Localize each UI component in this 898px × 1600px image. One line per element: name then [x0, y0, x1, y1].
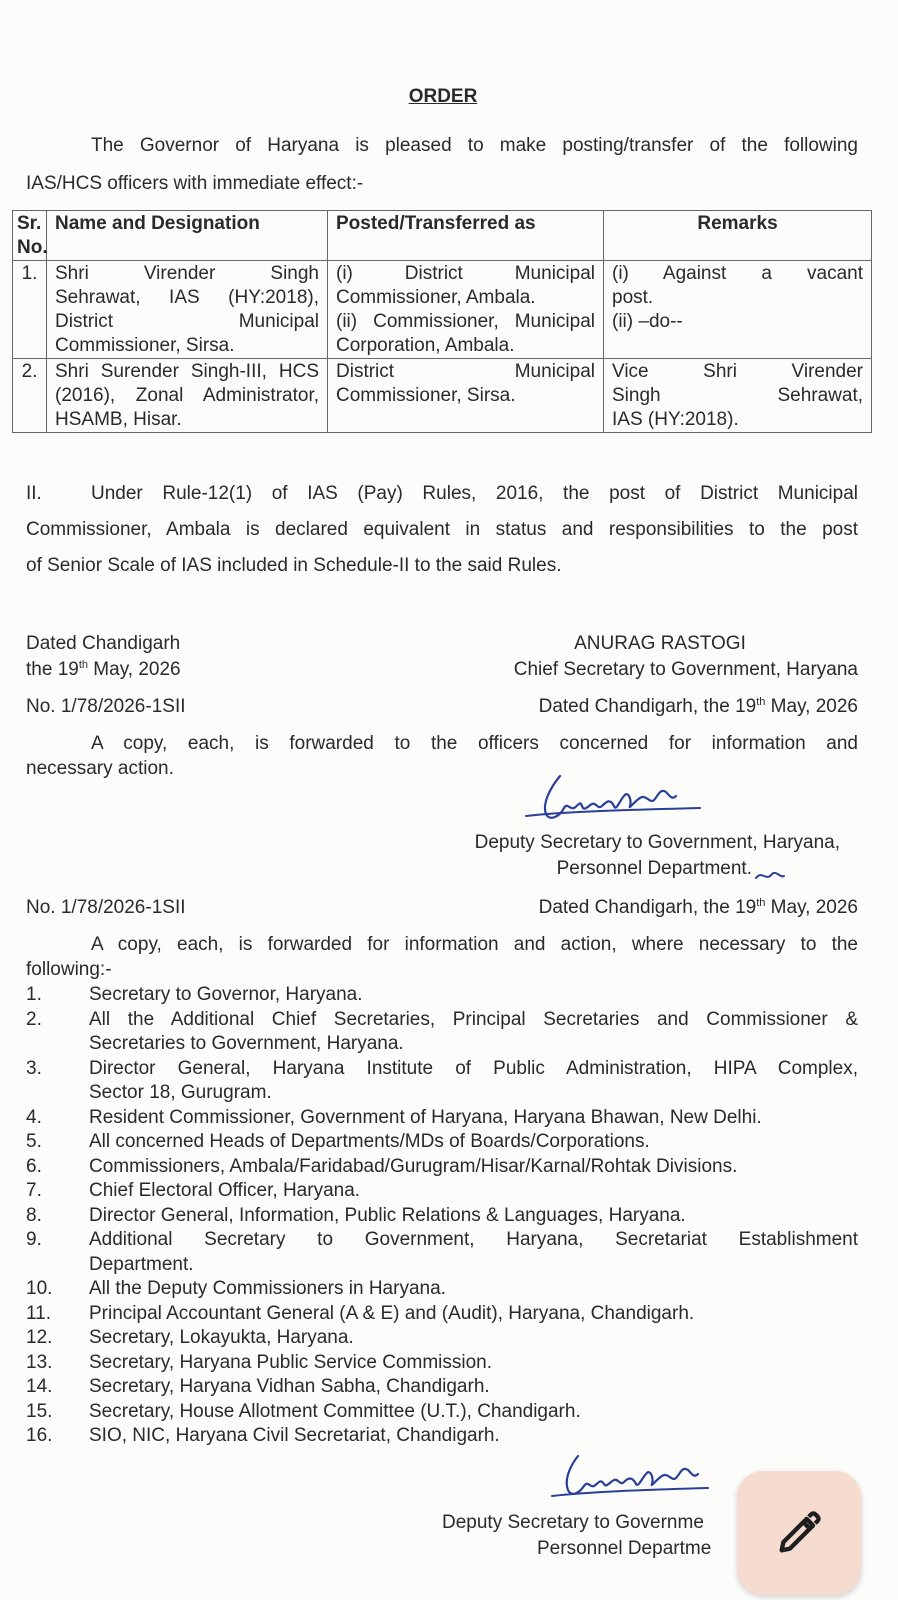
endorsement2-number: No. 1/78/2026-1SII	[26, 897, 186, 918]
intro-line-1: The Governor of Haryana is pleased to make posting/transfer of the following	[91, 135, 858, 156]
list-item	[26, 1351, 858, 1376]
header-name: Name and Designation	[47, 211, 328, 261]
list-item	[26, 1228, 858, 1277]
list-item-number: 1.	[26, 984, 42, 1005]
endorsement-text-line-2: necessary action.	[26, 758, 174, 779]
table-row	[13, 359, 872, 433]
list-item-text	[89, 1179, 858, 1204]
officer-name: ANURAG RASTOGI	[574, 633, 746, 654]
endorsement-date	[420, 696, 858, 718]
cell-line: Sehrawat, IAS (HY:2018),	[55, 287, 319, 308]
list-item-line: Secretary, Haryana Vidhan Sabha, Chandigarh.	[89, 1376, 490, 1397]
row-name	[47, 359, 328, 433]
list-item-line: Secretary, Haryana Public Service Commission.	[89, 1351, 493, 1373]
list-item-line: Sector 18, Gurugram.	[89, 1082, 272, 1103]
table-header-row	[13, 211, 872, 261]
cell-line: Singh Sehrawat,	[612, 385, 863, 406]
list-item-number: 14.	[26, 1376, 53, 1397]
list-item-line: Secretaries to Government, Haryana.	[89, 1033, 404, 1054]
header-sr-line1: Sr.	[17, 213, 42, 234]
date-prefix: Dated Chandigarh, the 19	[538, 897, 757, 918]
cell-line: (i) Against a vacant	[612, 263, 863, 284]
list-item-line: Secretary, Lokayukta, Haryana.	[89, 1327, 354, 1348]
para2-label: II.	[26, 483, 42, 504]
para2-line-2: Commissioner, Ambala is declared equivalent in status and responsibilities to the post	[26, 519, 858, 540]
list-item-number: 6.	[26, 1155, 42, 1177]
document-title: ORDER	[408, 86, 478, 107]
endorsement-text-line-1: A copy, each, is forwarded to the officers concerned for information and	[91, 733, 858, 754]
row-remarks	[604, 261, 872, 359]
list-item	[26, 983, 858, 1008]
list-item-line: All the Deputy Commissioners in Haryana.	[89, 1278, 446, 1299]
row-posted	[328, 261, 604, 359]
list-item	[26, 1057, 858, 1106]
edit-button[interactable]	[737, 1471, 861, 1595]
cell-line: Commissioner, Sirsa.	[55, 335, 235, 356]
list-item	[26, 1130, 858, 1155]
list-item-line: Secretary, House Allotment Committee (U.T.), Chandigarh.	[89, 1400, 581, 1422]
cell-line: post.	[612, 287, 654, 308]
list-item-line: Department.	[89, 1253, 194, 1275]
list-item-number: 3.	[26, 1057, 42, 1079]
header-posted: Posted/Transferred as	[328, 211, 604, 261]
list-item	[26, 1008, 858, 1057]
list-item-line: Commissioners, Ambala/Faridabad/Gurugram/Hisar/Karnal/Rohtak Divisions.	[89, 1155, 738, 1177]
list-item-line: All the Additional Chief Secretaries, Principal Secretaries and Commissioner &	[89, 1008, 858, 1030]
list-item-line: Additional Secretary to Government, Haryana, Secretariat Establishment	[89, 1229, 858, 1250]
cell-line: HSAMB, Hisar.	[55, 409, 182, 430]
cell-line: (ii) –do--	[612, 311, 683, 332]
initials-mark	[752, 864, 788, 886]
list-item	[26, 1106, 858, 1131]
list-item-line: Secretary to Governor, Haryana.	[89, 984, 363, 1005]
list-item-number: 16.	[26, 1425, 53, 1446]
date-sup: th	[78, 659, 89, 671]
list-item-line: SIO, NIC, Haryana Civil Secretariat, Chandigarh.	[89, 1425, 500, 1446]
list-item-line: Principal Accountant General (A & E) and (Audit), Haryana, Chandigarh.	[89, 1302, 695, 1324]
list-item-text	[89, 1106, 858, 1131]
list-item	[26, 1179, 858, 1204]
list-item-text	[89, 1326, 858, 1351]
row-posted	[328, 359, 604, 433]
cell-line: (i) District Municipal	[336, 263, 595, 284]
cell-line: Commissioner, Sirsa.	[336, 385, 516, 406]
list-item-text	[89, 1130, 858, 1155]
deputy-secretary-title-2: Personnel Departme	[537, 1538, 712, 1559]
cell-line: Shri Surender Singh-III, HCS	[55, 361, 319, 382]
posting-table	[12, 210, 872, 433]
endorsement-number: No. 1/78/2026-1SII	[26, 696, 186, 717]
list-item-text	[89, 1155, 858, 1180]
para2-line-3: of Senior Scale of IAS included in Schedule-II to the said Rules.	[26, 555, 562, 576]
cell-line: Corporation, Ambala.	[336, 335, 515, 356]
date-suffix: May, 2026	[765, 897, 858, 918]
date-suffix: May, 2026	[88, 659, 181, 680]
cell-line: District Municipal	[336, 361, 595, 382]
list-item-number: 11.	[26, 1302, 52, 1324]
cell-line: Shri Virender Singh	[55, 263, 319, 284]
date-prefix: the 19	[26, 659, 79, 680]
list-item-text	[89, 1204, 858, 1229]
list-item-line: Director General, Information, Public Relations & Languages, Haryana.	[89, 1204, 686, 1226]
cell-line: District Municipal	[55, 311, 319, 332]
list-item-text	[89, 1400, 858, 1425]
cell-line: IAS (HY:2018).	[612, 409, 739, 430]
deputy-secretary-title-1: Deputy Secretary to Government, Haryana,	[474, 832, 840, 853]
cell-line: (ii) Commissioner, Municipal	[336, 311, 595, 332]
list-item-number: 12.	[26, 1327, 53, 1348]
dated-place: Dated Chandigarh	[26, 633, 181, 654]
endorsement2-date	[420, 897, 858, 919]
row-remarks	[604, 359, 872, 433]
list-item	[26, 1400, 858, 1425]
table-row	[13, 261, 872, 359]
row-sr-no: 2.	[13, 359, 47, 433]
list-item-number: 8.	[26, 1204, 42, 1226]
list-item-text	[89, 1424, 858, 1449]
date-sup: th	[756, 897, 766, 909]
list-item-number: 13.	[26, 1351, 53, 1373]
list-item	[26, 1155, 858, 1180]
endorsement2-text-line-1: A copy, each, is forwarded for information and action, where necessary to the	[91, 934, 858, 955]
pencil-icon	[773, 1507, 825, 1559]
cell-line: Commissioner, Ambala.	[336, 287, 536, 308]
date-sup: th	[756, 696, 766, 708]
list-item	[26, 1375, 858, 1400]
signature-image	[548, 1450, 728, 1508]
list-item-number: 5.	[26, 1131, 42, 1152]
list-item-text	[89, 1302, 858, 1327]
list-item-text	[89, 1057, 858, 1106]
recipient-list	[26, 983, 858, 1449]
list-item-number: 15.	[26, 1400, 53, 1422]
date-prefix: Dated Chandigarh, the 19	[538, 696, 757, 717]
list-item-number: 7.	[26, 1180, 42, 1201]
list-item	[26, 1204, 858, 1229]
signature-image	[520, 770, 720, 832]
list-item-number: 10.	[26, 1278, 53, 1299]
endorsement2-text-line-2: following:-	[26, 959, 112, 980]
deputy-secretary-title-1: Deputy Secretary to Governme	[442, 1512, 704, 1533]
officer-title: Chief Secretary to Government, Haryana	[513, 659, 858, 680]
list-item-text	[89, 983, 858, 1008]
list-item-number: 9.	[26, 1229, 42, 1250]
list-item-line: All concerned Heads of Departments/MDs of Boards/Corporations.	[89, 1131, 650, 1152]
list-item	[26, 1277, 858, 1302]
list-item-line: Chief Electoral Officer, Haryana.	[89, 1180, 361, 1201]
list-item-text	[89, 1375, 858, 1400]
para2-line-1: Under Rule-12(1) of IAS (Pay) Rules, 2016, the post of District Municipal	[91, 483, 858, 504]
date-suffix: May, 2026	[765, 696, 858, 717]
list-item	[26, 1424, 858, 1449]
row-name	[47, 261, 328, 359]
header-sr-no	[13, 211, 47, 261]
deputy-secretary-title-2: Personnel Department.	[556, 858, 752, 879]
dated-date	[26, 659, 181, 681]
list-item	[26, 1326, 858, 1351]
list-item	[26, 1302, 858, 1327]
row-sr-no: 1.	[13, 261, 47, 359]
list-item-line: Director General, Haryana Institute of Public Administration, HIPA Complex,	[89, 1057, 858, 1079]
list-item-number: 2.	[26, 1008, 42, 1030]
list-item-text	[89, 1228, 858, 1277]
list-item-text	[89, 1277, 858, 1302]
cell-line: (2016), Zonal Administrator,	[55, 385, 319, 406]
intro-line-2: IAS/HCS officers with immediate effect:-	[26, 173, 364, 194]
list-item-line: Resident Commissioner, Government of Haryana, Haryana Bhawan, New Delhi.	[89, 1106, 762, 1128]
list-item-text	[89, 1351, 858, 1376]
list-item-number: 4.	[26, 1106, 42, 1128]
header-remarks: Remarks	[604, 211, 872, 261]
list-item-text	[89, 1008, 858, 1057]
cell-line: Vice Shri Virender	[612, 361, 863, 382]
header-sr-line2: No.	[17, 237, 48, 258]
